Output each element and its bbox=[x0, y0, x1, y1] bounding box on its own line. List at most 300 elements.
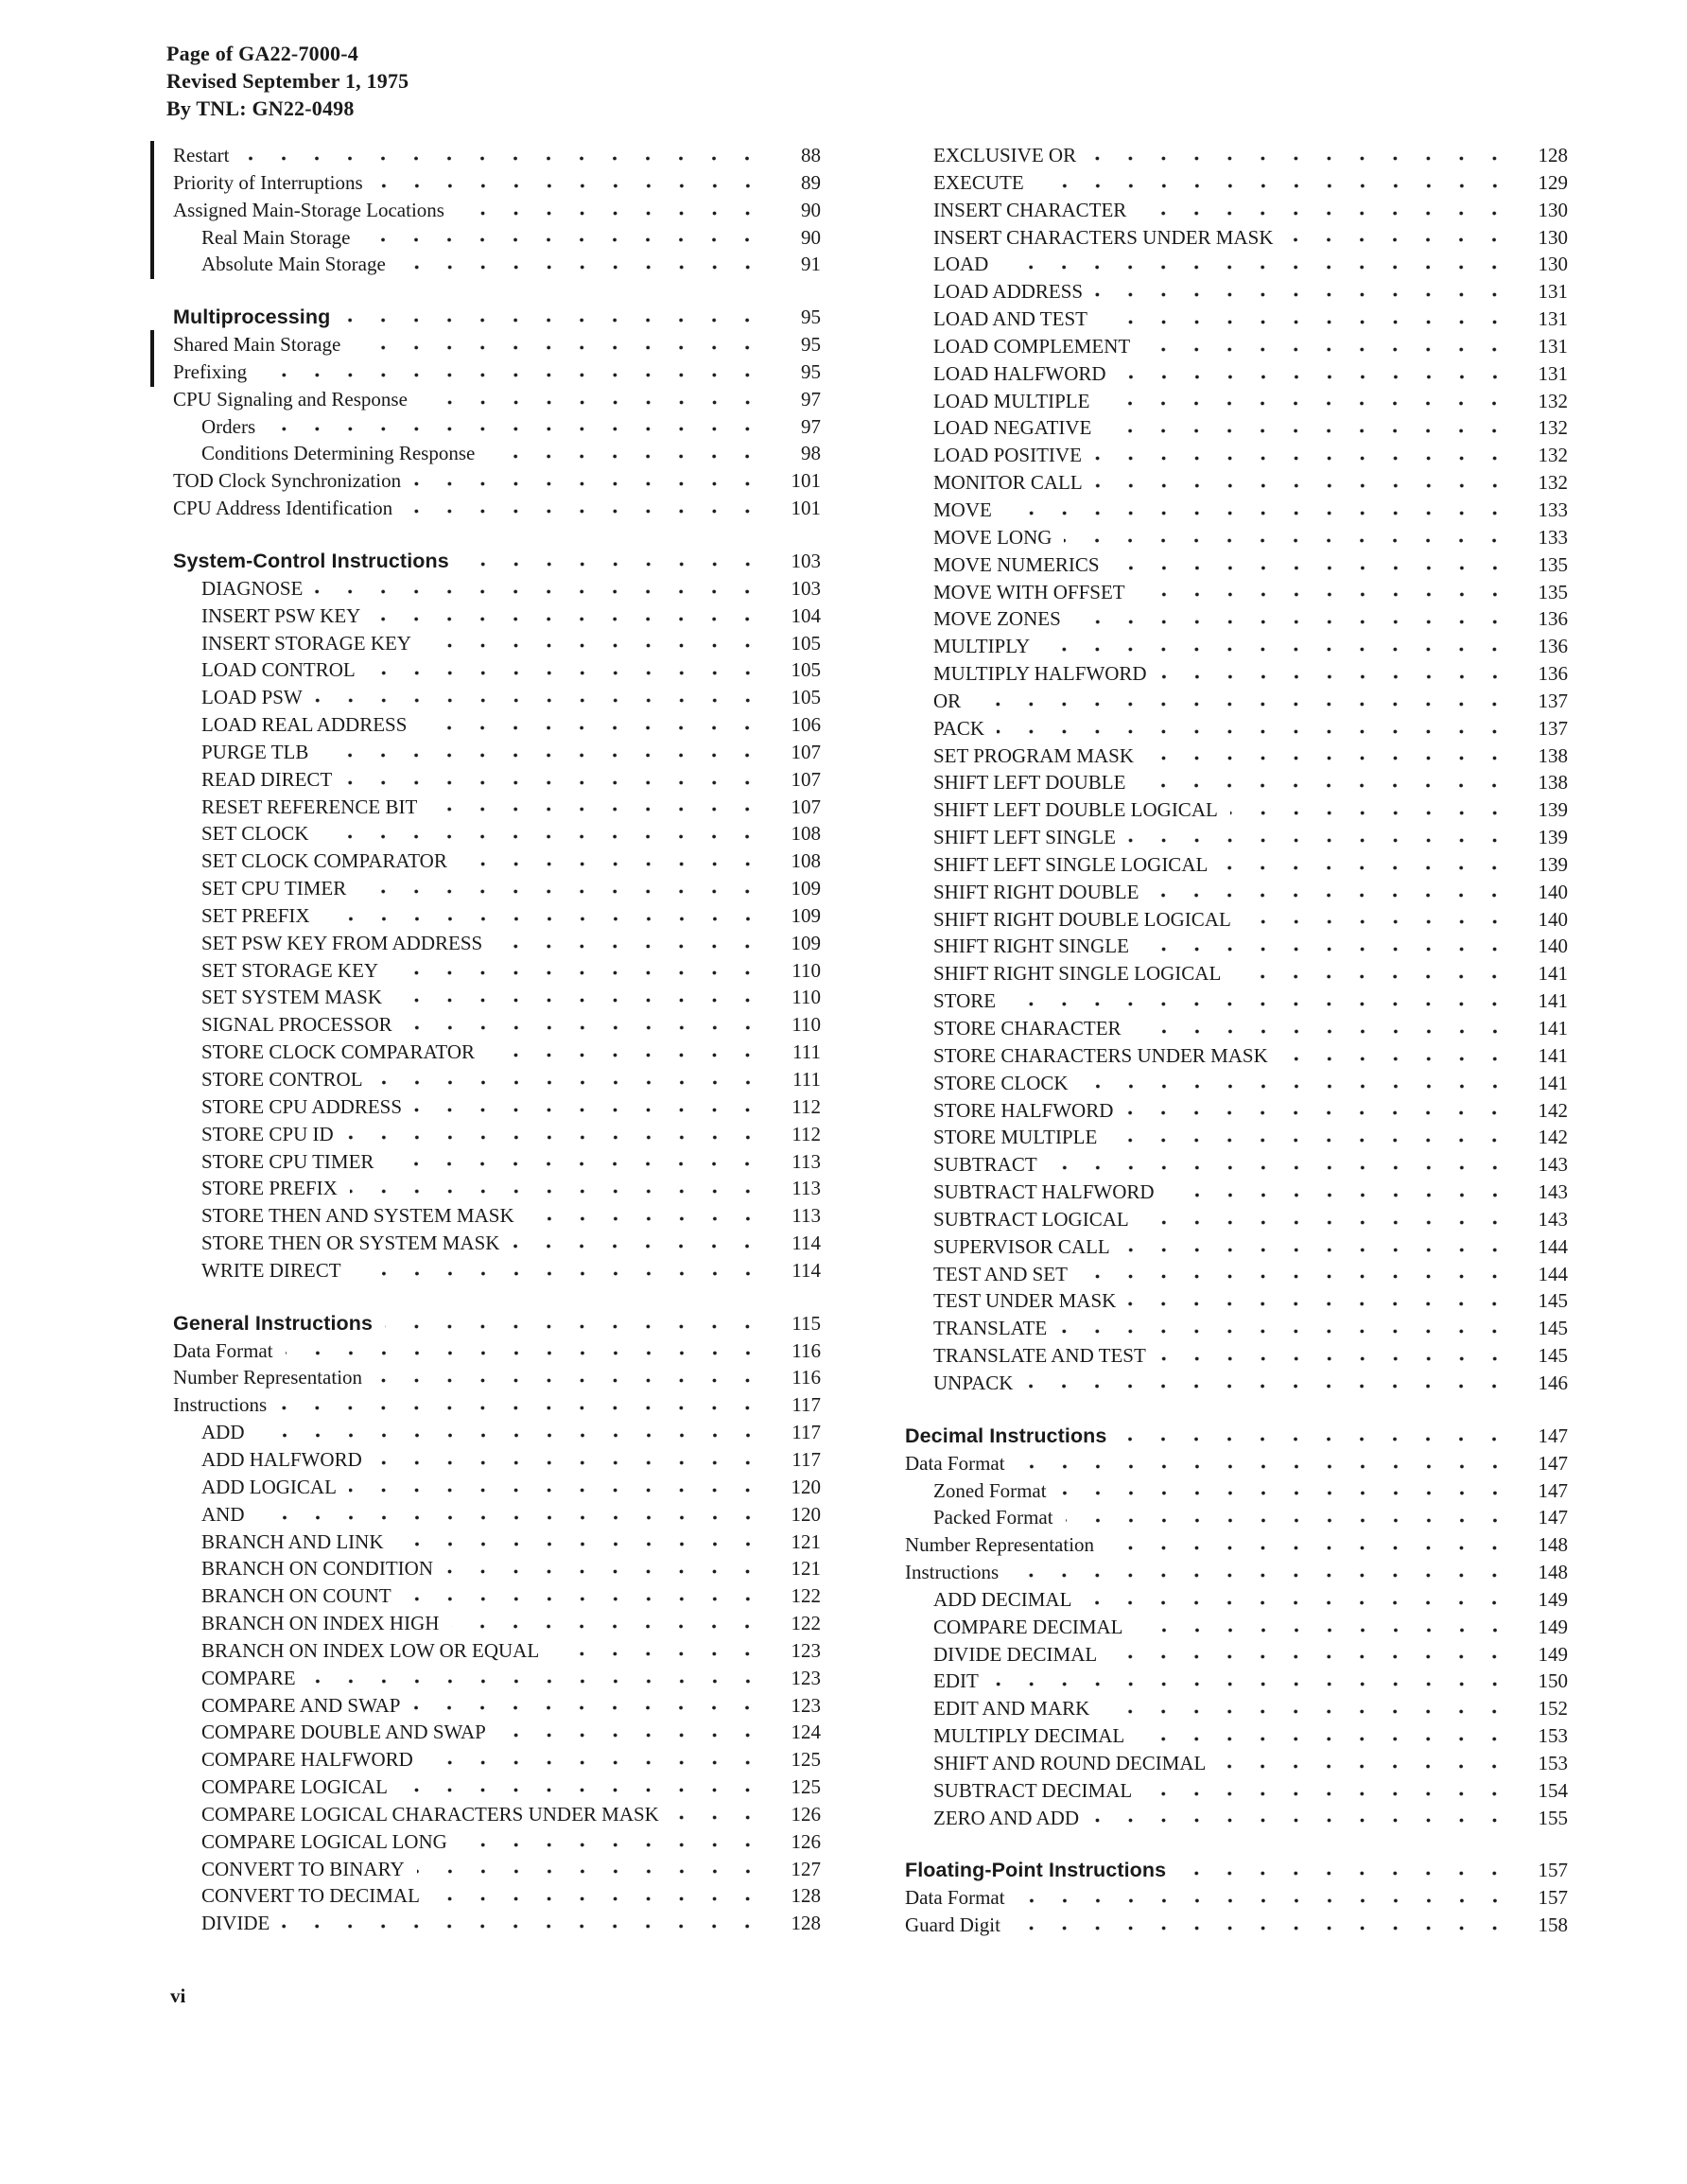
toc-entry-label: EXECUTE bbox=[933, 170, 1024, 194]
toc-section-heading-row bbox=[173, 548, 821, 575]
toc-entry-row bbox=[173, 1011, 821, 1039]
toc-entry-label: STORE CONTROL bbox=[201, 1068, 363, 1091]
toc-entry-row bbox=[173, 1692, 821, 1720]
toc-entry-page-number: 120 bbox=[791, 1502, 821, 1526]
toc-entry-row bbox=[173, 1121, 821, 1148]
toc-entry-label: Guard Digit bbox=[905, 1913, 1000, 1937]
toc-entry-row bbox=[173, 930, 821, 957]
dot-leader bbox=[487, 440, 766, 467]
toc-entry-page-number: 133 bbox=[1538, 525, 1568, 549]
toc-entry-label: SET PREFIX bbox=[201, 903, 310, 927]
toc-entry-label: Number Representation bbox=[173, 1366, 363, 1389]
toc-entry-page-number: 130 bbox=[1538, 225, 1568, 249]
dot-leader bbox=[1094, 442, 1513, 469]
toc-entry-page-number: 121 bbox=[791, 1557, 821, 1581]
toc-entry-label: SHIFT RIGHT SINGLE bbox=[933, 935, 1129, 958]
toc-entry-page-number: 130 bbox=[1538, 198, 1568, 221]
toc-entry-row bbox=[905, 169, 1568, 197]
toc-entry-label: LOAD HALFWORD bbox=[933, 361, 1106, 385]
toc-entry-row bbox=[173, 1882, 821, 1910]
toc-entry-row bbox=[173, 984, 821, 1011]
dot-leader bbox=[1285, 224, 1513, 252]
dot-leader bbox=[1159, 660, 1513, 688]
toc-entry-row bbox=[905, 388, 1568, 415]
toc-entry-row bbox=[905, 142, 1568, 169]
toc-entry-label: Assigned Main-Storage Locations bbox=[173, 198, 444, 221]
toc-entry-page-number: 108 bbox=[791, 849, 821, 873]
toc-entry-row bbox=[905, 1206, 1568, 1233]
toc-entry-label: ADD DECIMAL bbox=[933, 1587, 1072, 1611]
toc-section bbox=[173, 1310, 821, 1937]
dot-leader bbox=[495, 930, 766, 957]
dot-leader bbox=[1112, 551, 1513, 579]
dot-leader bbox=[282, 1910, 766, 1937]
toc-entry-row bbox=[173, 1446, 821, 1474]
toc-entry-page-number: 101 bbox=[791, 469, 821, 493]
dot-leader bbox=[321, 739, 766, 766]
toc-entry-page-number: 147 bbox=[1538, 1451, 1568, 1475]
toc-entry-row bbox=[173, 1665, 821, 1692]
toc-entry-row bbox=[905, 933, 1568, 960]
toc-entry-page-number: 145 bbox=[1538, 1289, 1568, 1313]
toc-entry-label: MOVE LONG bbox=[933, 525, 1052, 549]
toc-entry-row bbox=[905, 1695, 1568, 1722]
toc-entry-row bbox=[173, 1364, 821, 1391]
toc-entry-label: PACK bbox=[933, 716, 985, 740]
toc-entry-label: LOAD bbox=[933, 253, 989, 276]
toc-entry-label: STORE PREFIX bbox=[201, 1177, 338, 1200]
dot-leader bbox=[1084, 1586, 1513, 1614]
dot-leader bbox=[1218, 1750, 1513, 1777]
toc-entry-label: LOAD MULTIPLE bbox=[933, 389, 1090, 412]
dot-leader bbox=[386, 1148, 766, 1176]
toc-entry-page-number: 111 bbox=[792, 1068, 821, 1091]
toc-entry-label: SET PROGRAM MASK bbox=[933, 743, 1134, 767]
toc-entry-page-number: 95 bbox=[801, 306, 821, 329]
dot-leader bbox=[1244, 906, 1513, 934]
dot-leader bbox=[308, 1665, 766, 1692]
toc-entry-label: Data Format bbox=[905, 1451, 1005, 1475]
dot-leader bbox=[1059, 1315, 1513, 1342]
toc-entry-label: TRANSLATE AND TEST bbox=[933, 1344, 1146, 1368]
toc-entry-page-number: 145 bbox=[1538, 1317, 1568, 1340]
toc-entry-row bbox=[905, 1233, 1568, 1261]
toc-entry-label: SET PSW KEY FROM ADDRESS bbox=[201, 931, 483, 954]
toc-entry-label: STORE CHARACTERS UNDER MASK bbox=[933, 1043, 1268, 1067]
toc-entry-label: PURGE TLB bbox=[201, 740, 309, 763]
toc-entry-label: Orders bbox=[201, 414, 256, 438]
toc-entry-label: MULTIPLY bbox=[933, 635, 1031, 658]
dot-leader bbox=[241, 142, 766, 169]
toc-entry-row bbox=[905, 1261, 1568, 1288]
toc-entry-row bbox=[905, 1342, 1568, 1370]
toc-entry-label: SUBTRACT LOGICAL bbox=[933, 1207, 1129, 1231]
dot-leader bbox=[432, 1882, 766, 1910]
toc-entry-row bbox=[905, 633, 1568, 660]
dot-leader bbox=[1136, 1614, 1513, 1641]
toc-section-heading: Multiprocessing bbox=[173, 306, 331, 329]
dot-leader bbox=[1095, 469, 1513, 497]
toc-entry-row bbox=[905, 796, 1568, 824]
toc-entry-label: COMPARE LOGICAL bbox=[201, 1775, 388, 1799]
toc-column-right bbox=[905, 142, 1568, 1939]
dot-leader bbox=[973, 688, 1513, 715]
toc-entry-page-number: 128 bbox=[791, 1912, 821, 1935]
dot-leader bbox=[420, 386, 766, 413]
dot-leader bbox=[322, 902, 766, 930]
toc-entry-page-number: 140 bbox=[1538, 935, 1568, 958]
toc-entry-row bbox=[173, 603, 821, 630]
toc-entry-row bbox=[173, 766, 821, 794]
dot-leader bbox=[1141, 933, 1513, 960]
dot-leader bbox=[1139, 197, 1513, 224]
toc-entry-row bbox=[905, 1370, 1568, 1397]
toc-section-heading: Floating-Point Instructions bbox=[905, 1859, 1167, 1882]
dot-leader bbox=[1122, 1233, 1513, 1261]
toc-entry-label: AND bbox=[201, 1502, 245, 1526]
toc-entry-label: WRITE DIRECT bbox=[201, 1258, 341, 1282]
toc-section-heading-row bbox=[173, 304, 821, 331]
toc-entry-label: MOVE WITH OFFSET bbox=[933, 580, 1125, 603]
toc-entry-label: Priority of Interruptions bbox=[173, 170, 363, 194]
toc-entry-label: EXCLUSIVE OR bbox=[933, 144, 1077, 166]
toc-entry-row bbox=[905, 1315, 1568, 1342]
toc-entry-row bbox=[905, 1015, 1568, 1042]
toc-entry-row bbox=[173, 1039, 821, 1066]
toc-entry-page-number: 129 bbox=[1538, 170, 1568, 194]
dot-leader bbox=[362, 224, 766, 252]
toc-entry-page-number: 109 bbox=[791, 903, 821, 927]
toc-entry-label: SHIFT LEFT DOUBLE bbox=[933, 771, 1126, 795]
toc-section-heading: Decimal Instructions bbox=[905, 1424, 1107, 1447]
dot-leader bbox=[419, 711, 766, 739]
header-doc-id: Page of GA22-7000-4 bbox=[166, 42, 358, 65]
toc-entry-label: SUBTRACT bbox=[933, 1153, 1037, 1177]
toc-entry-page-number: 107 bbox=[791, 795, 821, 818]
dot-leader bbox=[429, 794, 766, 821]
dot-leader bbox=[405, 495, 766, 522]
toc-entry-row bbox=[173, 1610, 821, 1637]
toc-entry-label: COMPARE AND SWAP bbox=[201, 1693, 401, 1717]
toc-section-heading: System-Control Instructions bbox=[173, 549, 449, 572]
toc-entry-label: TOD Clock Synchronization bbox=[173, 469, 402, 493]
toc-entry-label: CPU Signaling and Response bbox=[173, 387, 408, 411]
toc-entry-label: EDIT AND MARK bbox=[933, 1697, 1090, 1721]
dot-leader bbox=[1017, 1450, 1513, 1477]
toc-entry-page-number: 110 bbox=[791, 958, 821, 982]
toc-entry-page-number: 137 bbox=[1538, 716, 1568, 740]
toc-entry-row bbox=[173, 1719, 821, 1746]
dot-leader bbox=[1102, 1695, 1513, 1722]
toc-entry-page-number: 131 bbox=[1538, 280, 1568, 304]
toc-entry-label: Prefixing bbox=[173, 359, 248, 383]
toc-entry-row bbox=[905, 497, 1568, 524]
toc-entry-row bbox=[905, 605, 1568, 633]
dot-leader bbox=[375, 1066, 766, 1093]
toc-entry-label: SUBTRACT DECIMAL bbox=[933, 1778, 1133, 1802]
toc-entry-label: STORE bbox=[933, 989, 997, 1013]
toc-entry-label: BRANCH AND LINK bbox=[201, 1529, 384, 1553]
dot-leader bbox=[1066, 1504, 1513, 1531]
toc-entry-row bbox=[905, 960, 1568, 987]
dot-leader bbox=[259, 358, 766, 386]
toc-entry-label: Conditions Determining Response bbox=[201, 442, 476, 465]
toc-entry-page-number: 131 bbox=[1538, 307, 1568, 331]
toc-entry-page-number: 117 bbox=[791, 1447, 821, 1471]
dot-leader bbox=[671, 1801, 766, 1828]
toc-entry-row bbox=[173, 467, 821, 495]
dot-leader bbox=[1119, 1423, 1513, 1450]
dot-leader bbox=[1013, 1912, 1513, 1939]
dot-leader bbox=[1104, 414, 1513, 442]
dot-leader bbox=[346, 1121, 766, 1148]
toc-entry-label: STORE CLOCK bbox=[933, 1071, 1069, 1094]
toc-entry-page-number: 136 bbox=[1538, 662, 1568, 686]
toc-entry-row bbox=[905, 1531, 1568, 1559]
toc-entry-label: STORE CPU ID bbox=[201, 1122, 334, 1145]
toc-entry-label: LOAD NEGATIVE bbox=[933, 416, 1092, 440]
toc-entry-page-number: 146 bbox=[1538, 1371, 1568, 1394]
toc-entry-row bbox=[173, 1555, 821, 1582]
toc-entry-page-number: 116 bbox=[791, 1366, 821, 1389]
dot-leader bbox=[1220, 851, 1513, 879]
dot-leader bbox=[445, 1555, 766, 1582]
toc-entry-page-number: 150 bbox=[1538, 1669, 1568, 1693]
dot-leader bbox=[321, 820, 766, 847]
toc-entry-label: ADD HALFWORD bbox=[201, 1447, 362, 1471]
toc-entry-row bbox=[173, 902, 821, 930]
toc-entry-page-number: 132 bbox=[1538, 471, 1568, 495]
toc-entry-row bbox=[905, 1124, 1568, 1151]
dot-leader bbox=[1000, 251, 1513, 278]
dot-leader bbox=[1059, 1477, 1513, 1505]
toc-entry-page-number: 145 bbox=[1538, 1344, 1568, 1368]
toc-entry-row bbox=[173, 169, 821, 197]
toc-entry-label: Number Representation bbox=[905, 1533, 1095, 1557]
toc-entry-row bbox=[173, 1501, 821, 1529]
toc-entry-row bbox=[905, 1477, 1568, 1505]
toc-entry-label: SET CLOCK bbox=[201, 822, 309, 846]
dot-leader bbox=[1088, 142, 1513, 169]
toc-entry-row bbox=[905, 1586, 1568, 1614]
dot-leader bbox=[1081, 1070, 1513, 1097]
dot-leader bbox=[404, 1582, 766, 1610]
toc-entry-row bbox=[173, 684, 821, 711]
toc-entry-label: RESET REFERENCE BIT bbox=[201, 795, 418, 818]
dot-leader bbox=[1073, 605, 1513, 633]
toc-entry-page-number: 148 bbox=[1538, 1533, 1568, 1557]
toc-entry-page-number: 114 bbox=[791, 1232, 821, 1255]
toc-entry-label: LOAD POSITIVE bbox=[933, 444, 1082, 467]
toc-entry-page-number: 135 bbox=[1538, 552, 1568, 576]
toc-entry-page-number: 105 bbox=[791, 631, 821, 655]
dot-leader bbox=[1017, 1884, 1513, 1912]
toc-entry-label: SHIFT AND ROUND DECIMAL bbox=[933, 1751, 1207, 1774]
toc-entry-row bbox=[173, 1257, 821, 1284]
toc-entry-page-number: 136 bbox=[1538, 607, 1568, 631]
toc-entry-row bbox=[905, 197, 1568, 224]
toc-entry-page-number: 139 bbox=[1538, 826, 1568, 849]
dot-leader bbox=[1095, 278, 1513, 306]
toc-entry-page-number: 123 bbox=[791, 1693, 821, 1717]
dot-leader bbox=[385, 1310, 766, 1337]
toc-entry-page-number: 157 bbox=[1538, 1886, 1568, 1910]
toc-entry-page-number: 141 bbox=[1538, 1017, 1568, 1040]
toc-entry-row bbox=[173, 142, 821, 169]
toc-entry-row bbox=[905, 1614, 1568, 1641]
toc-entry-row bbox=[173, 1202, 821, 1230]
toc-entry-page-number: 122 bbox=[791, 1612, 821, 1635]
toc-entry-label: SUPERVISOR CALL bbox=[933, 1234, 1110, 1258]
dot-leader bbox=[487, 1039, 766, 1066]
toc-entry-label: COMPARE LOGICAL LONG bbox=[201, 1829, 447, 1853]
toc-entry-row bbox=[905, 688, 1568, 715]
toc-entry-row bbox=[905, 1912, 1568, 1939]
toc-entry-label: Packed Format bbox=[933, 1506, 1053, 1529]
dot-leader bbox=[391, 957, 766, 985]
toc-entry-row bbox=[173, 331, 821, 358]
dot-leader bbox=[512, 1230, 766, 1257]
toc-entry-page-number: 106 bbox=[791, 713, 821, 737]
toc-entry-label: SET CLOCK COMPARATOR bbox=[201, 849, 447, 873]
toc-entry-page-number: 140 bbox=[1538, 880, 1568, 903]
toc-entry-page-number: 107 bbox=[791, 767, 821, 791]
toc-entry-label: BRANCH ON INDEX LOW OR EQUAL bbox=[201, 1638, 540, 1662]
toc-entry-row bbox=[905, 360, 1568, 388]
toc-entry-page-number: 109 bbox=[791, 931, 821, 954]
toc-entry-page-number: 132 bbox=[1538, 444, 1568, 467]
toc-entry-label: TEST AND SET bbox=[933, 1262, 1068, 1285]
dot-leader bbox=[1144, 1777, 1513, 1805]
toc-entry-page-number: 125 bbox=[791, 1775, 821, 1799]
dot-leader bbox=[1137, 1722, 1513, 1750]
toc-entry-page-number: 128 bbox=[791, 1884, 821, 1908]
toc-entry-row bbox=[905, 987, 1568, 1015]
toc-entry-page-number: 153 bbox=[1538, 1751, 1568, 1774]
toc-entry-page-number: 153 bbox=[1538, 1724, 1568, 1748]
dot-leader bbox=[1167, 1179, 1513, 1206]
toc-entry-row bbox=[173, 1337, 821, 1365]
toc-entry-page-number: 115 bbox=[791, 1311, 821, 1335]
toc-entry-page-number: 113 bbox=[791, 1204, 821, 1228]
toc-entry-label: Instructions bbox=[173, 1393, 268, 1417]
dot-leader bbox=[368, 656, 766, 684]
dot-leader bbox=[257, 1419, 767, 1446]
toc-entry-label: Restart bbox=[173, 144, 230, 166]
toc-entry-row bbox=[905, 1668, 1568, 1695]
toc-entry-row bbox=[905, 524, 1568, 551]
toc-entry-row bbox=[173, 358, 821, 386]
dot-leader bbox=[353, 331, 766, 358]
toc-entry-label: STORE THEN AND SYSTEM MASK bbox=[201, 1204, 514, 1228]
toc-entry-page-number: 128 bbox=[1538, 144, 1568, 166]
toc-entry-row bbox=[173, 875, 821, 902]
toc-entry-label: Data Format bbox=[173, 1338, 273, 1362]
toc-entry-row bbox=[173, 1773, 821, 1801]
toc-column-left bbox=[173, 142, 821, 1937]
toc-entry-page-number: 88 bbox=[801, 144, 821, 166]
dot-leader bbox=[1100, 306, 1513, 333]
dot-leader bbox=[1138, 579, 1513, 606]
toc-entry-page-number: 126 bbox=[791, 1829, 821, 1853]
toc-entry-page-number: 114 bbox=[791, 1258, 821, 1282]
toc-entry-row bbox=[905, 769, 1568, 796]
dot-leader bbox=[1151, 879, 1513, 906]
toc-entry-page-number: 140 bbox=[1538, 907, 1568, 931]
toc-entry-row bbox=[905, 1450, 1568, 1477]
toc-entry-label: DIAGNOSE bbox=[201, 576, 304, 600]
toc-entry-row bbox=[173, 1910, 821, 1937]
toc-entry-page-number: 141 bbox=[1538, 1043, 1568, 1067]
toc-entry-label: Shared Main Storage bbox=[173, 333, 341, 357]
toc-entry-row bbox=[905, 1884, 1568, 1912]
toc-entry-label: LOAD CONTROL bbox=[201, 658, 356, 682]
toc-entry-page-number: 152 bbox=[1538, 1697, 1568, 1721]
dot-leader bbox=[498, 1719, 766, 1746]
toc-entry-row bbox=[173, 251, 821, 278]
toc-entry-page-number: 144 bbox=[1538, 1262, 1568, 1285]
dot-leader bbox=[315, 575, 766, 603]
toc-entry-label: COMPARE LOGICAL CHARACTERS UNDER MASK bbox=[201, 1802, 659, 1826]
toc-entry-page-number: 147 bbox=[1538, 1478, 1568, 1502]
toc-entry-label: COMPARE bbox=[201, 1666, 296, 1689]
toc-entry-row bbox=[905, 1070, 1568, 1097]
toc-entry-row bbox=[173, 1391, 821, 1419]
toc-entry-row bbox=[173, 1529, 821, 1556]
toc-entry-row bbox=[905, 469, 1568, 497]
toc-entry-row bbox=[173, 440, 821, 467]
toc-entry-row bbox=[905, 1722, 1568, 1750]
dot-leader bbox=[354, 1257, 766, 1284]
dot-leader bbox=[374, 1364, 766, 1391]
dot-leader bbox=[1230, 796, 1513, 824]
toc-entry-page-number: 117 bbox=[791, 1421, 821, 1444]
toc-entry-page-number: 95 bbox=[801, 333, 821, 357]
toc-entry-label: CPU Address Identification bbox=[173, 497, 393, 520]
toc-entry-row bbox=[905, 224, 1568, 252]
dot-leader bbox=[451, 1610, 766, 1637]
toc-section bbox=[905, 142, 1568, 1397]
toc-entry-page-number: 149 bbox=[1538, 1587, 1568, 1611]
toc-entry-label: LOAD ADDRESS bbox=[933, 280, 1084, 304]
dot-leader bbox=[1025, 1370, 1513, 1397]
toc-entry-page-number: 142 bbox=[1538, 1126, 1568, 1149]
toc-entry-page-number: 149 bbox=[1538, 1615, 1568, 1638]
dot-leader bbox=[460, 847, 766, 875]
toc-entry-page-number: 110 bbox=[791, 986, 821, 1009]
toc-entry-page-number: 131 bbox=[1538, 361, 1568, 385]
toc-entry-row bbox=[173, 630, 821, 657]
toc-entry-page-number: 95 bbox=[801, 359, 821, 383]
toc-entry-row bbox=[173, 1148, 821, 1176]
toc-entry-page-number: 147 bbox=[1538, 1506, 1568, 1529]
toc-entry-row bbox=[905, 442, 1568, 469]
dot-leader bbox=[373, 603, 766, 630]
dot-leader bbox=[1102, 388, 1513, 415]
toc-entry-page-number: 121 bbox=[791, 1529, 821, 1553]
toc-entry-page-number: 108 bbox=[791, 822, 821, 846]
toc-entry-row bbox=[905, 1777, 1568, 1805]
toc-entry-label: SET STORAGE KEY bbox=[201, 958, 379, 982]
toc-entry-page-number: 158 bbox=[1538, 1913, 1568, 1937]
toc-entry-page-number: 91 bbox=[801, 253, 821, 276]
toc-entry-label: DIVIDE DECIMAL bbox=[933, 1642, 1098, 1666]
toc-entry-page-number: 148 bbox=[1538, 1561, 1568, 1584]
toc-entry-row bbox=[173, 413, 821, 441]
dot-leader bbox=[358, 875, 766, 902]
toc-entry-row bbox=[173, 1474, 821, 1501]
toc-entry-page-number: 101 bbox=[791, 497, 821, 520]
